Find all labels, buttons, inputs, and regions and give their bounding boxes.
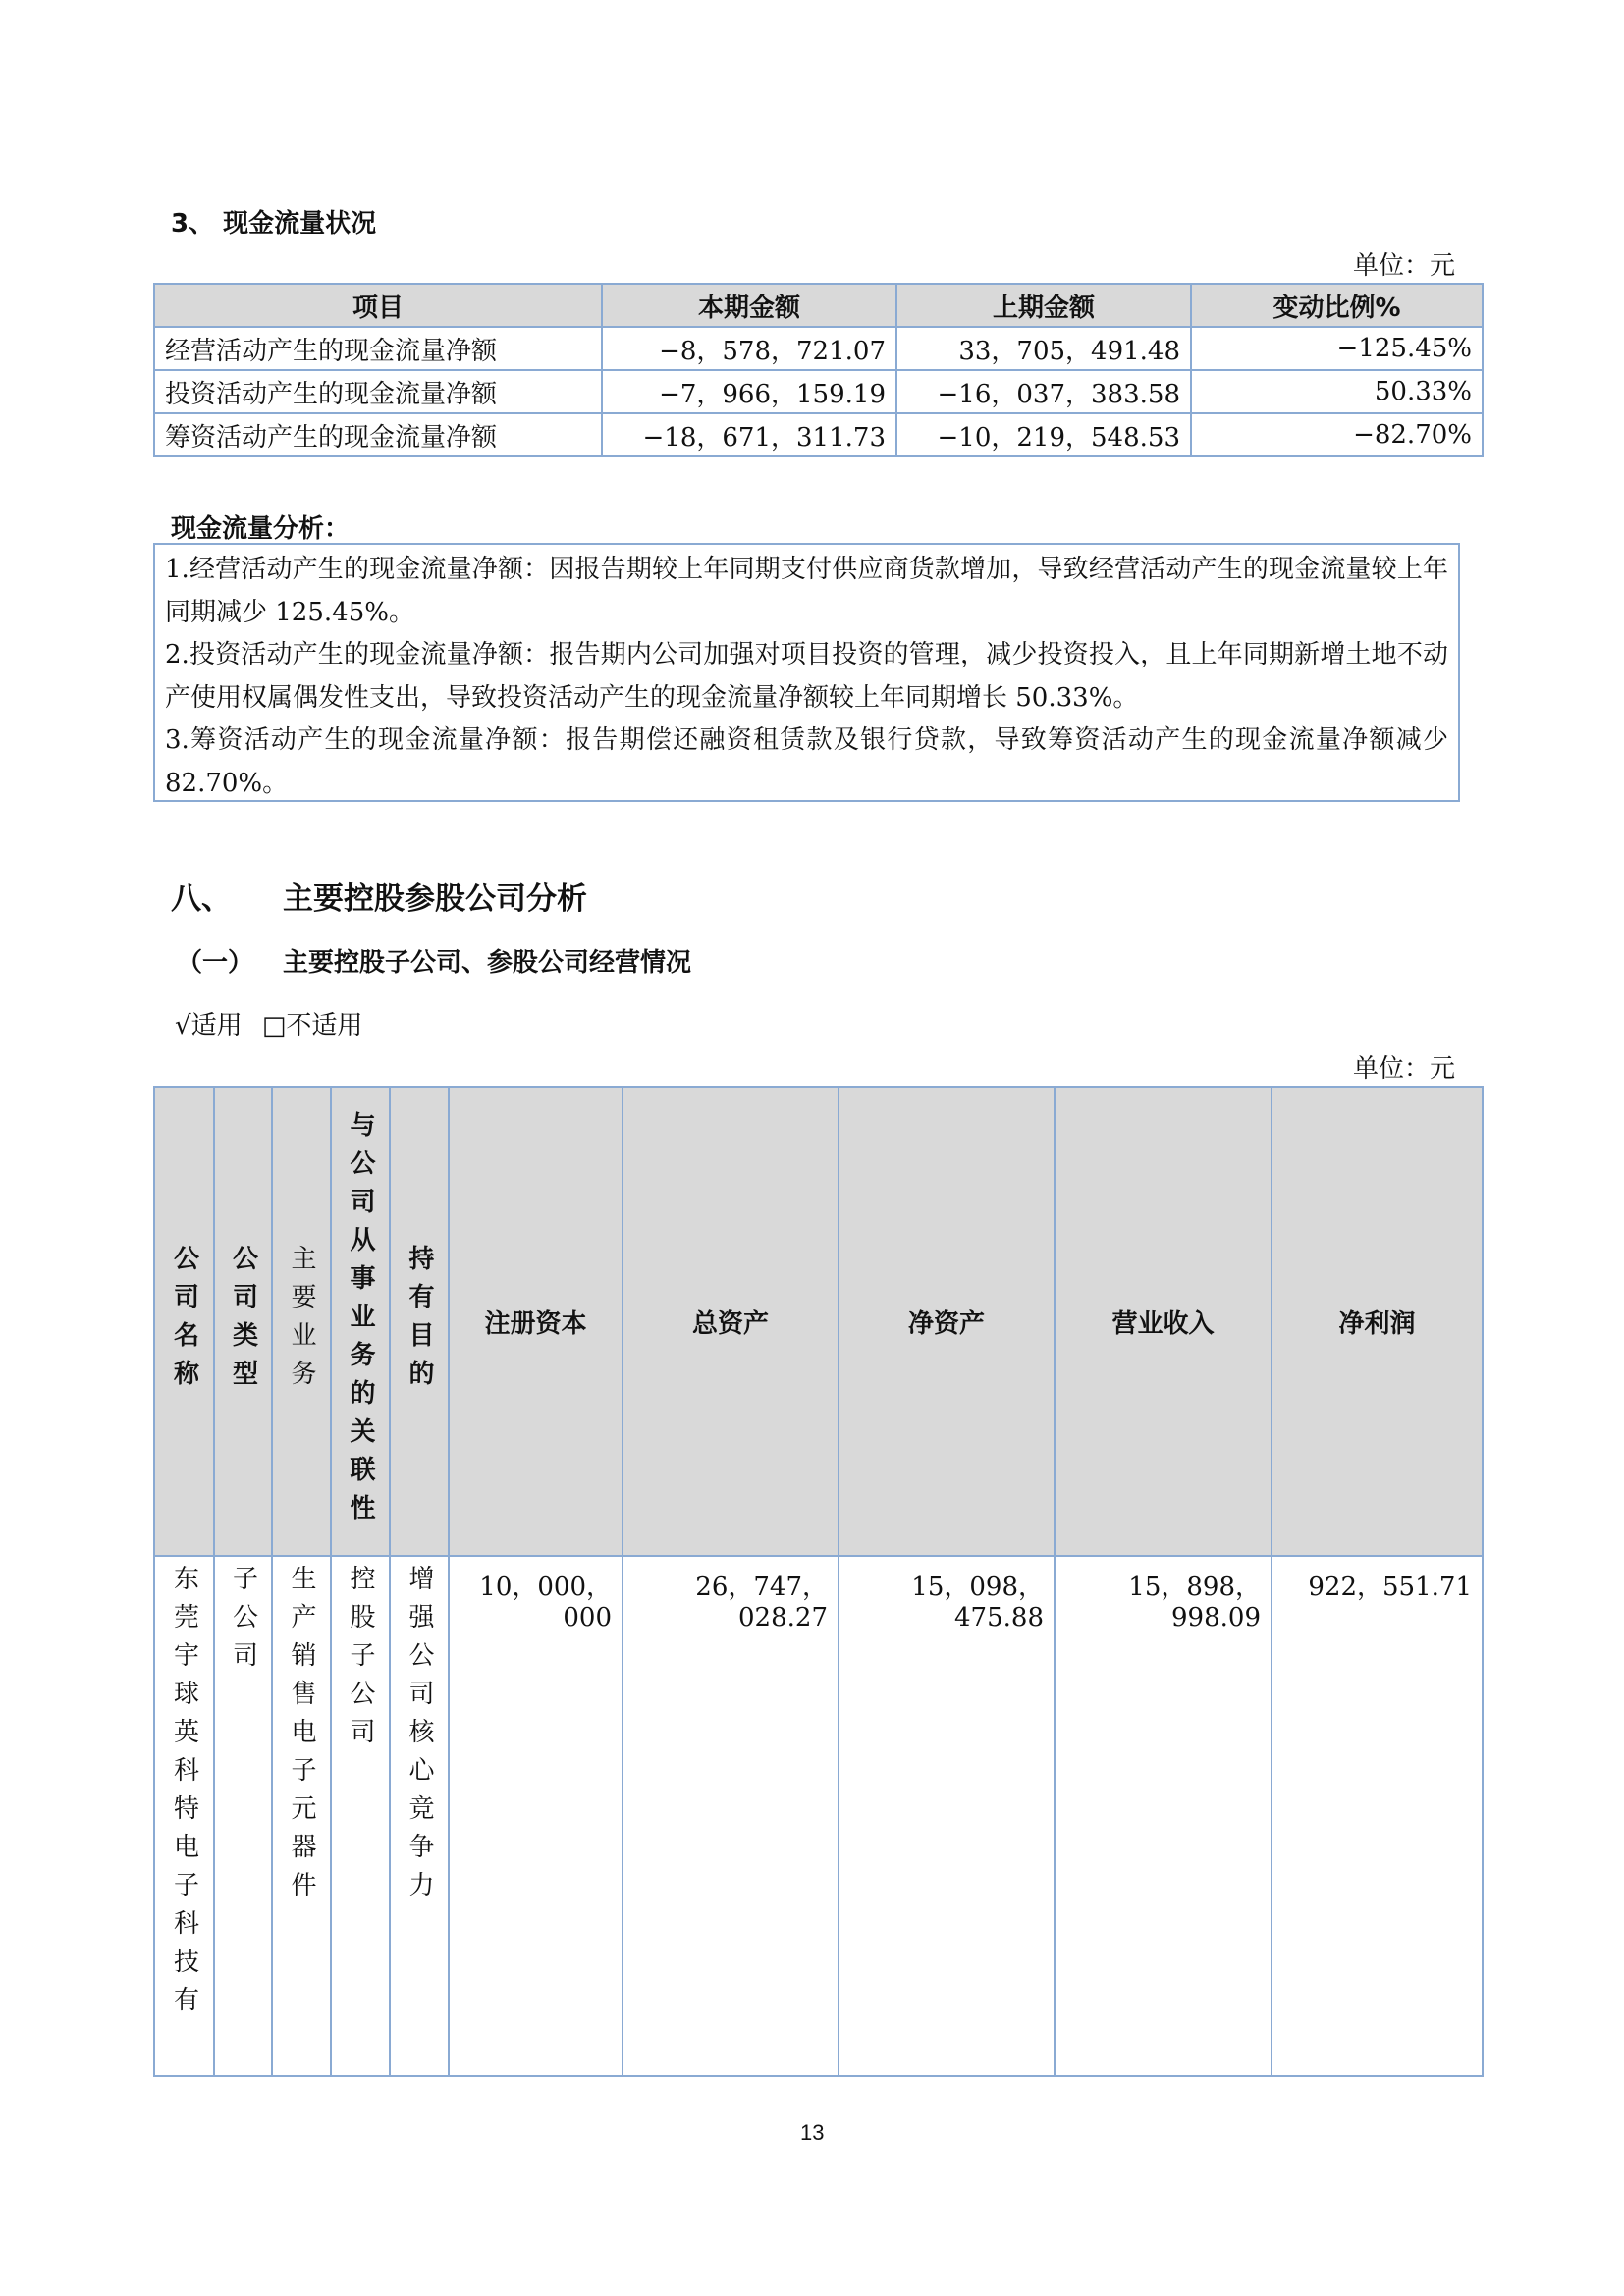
header-company-name: 公司名称 (154, 1087, 214, 1556)
applicable-option (175, 1005, 362, 1041)
header-net-profit: 净利润 (1272, 1087, 1483, 1556)
current-amount: −8，578，721.07 (602, 327, 896, 370)
header-registered-capital: 注册资本 (449, 1087, 623, 1556)
header-previous: 上期金额 (896, 284, 1191, 327)
analysis-paragraph: 2.投资活动产生的现金流量净额：报告期内公司加强对项目投资的管理，减少投资投入，且上年同期新增土地不动产使用权属偶发性支出，导致投资活动产生的现金流量净额较上年同期增长 50.33%。 (165, 640, 1448, 713)
current-amount: −18，671，311.73 (602, 413, 896, 456)
company-name: 东莞宇球英科特电子科技有 (154, 1556, 214, 2076)
header-relation: 与公司从事业务的关联性 (331, 1087, 390, 1556)
table-row (154, 413, 1483, 456)
header-revenue: 营业收入 (1055, 1087, 1272, 1556)
row-label: 筹资活动产生的现金流量净额 (154, 413, 602, 456)
header-net-assets: 净资产 (839, 1087, 1055, 1556)
cash-header-row (154, 284, 1483, 327)
total-assets: 26，747，028.27 (623, 1556, 839, 2076)
not-applicable-unchecked: □不适用 (261, 1011, 363, 1041)
page-number: 13 (800, 2120, 825, 2145)
change-ratio: 50.33% (1191, 370, 1483, 413)
subsection-title: 主要控股子公司、参股公司经营情况 (283, 948, 692, 978)
previous-amount: −16，037，383.58 (896, 370, 1191, 413)
cash-flow-table (153, 283, 1484, 457)
table-row (154, 327, 1483, 370)
change-ratio: −125.45% (1191, 327, 1483, 370)
analysis-paragraph: 3.筹资活动产生的现金流量净额：报告期偿还融资租赁款及银行贷款，导致筹资活动产生的现金流量净额减少 82.70%。 (165, 725, 1448, 798)
purpose: 增强公司核心竞争力 (390, 1556, 449, 2076)
section-8-number: 八、 (171, 881, 232, 917)
subsidiary-table (153, 1086, 1484, 2077)
relation: 控股子公司 (331, 1556, 390, 2076)
subsidiary-header-row (154, 1087, 1483, 1556)
registered-capital: 10，000，000 (449, 1556, 623, 2076)
subsidiary-unit-label: 单位：元 (1353, 1054, 1456, 1084)
previous-amount: 33，705，491.48 (896, 327, 1191, 370)
subsection-number: （一） (177, 948, 254, 978)
header-item: 项目 (154, 284, 602, 327)
net-assets: 15，098，475.88 (839, 1556, 1055, 2076)
header-company-type: 公司类型 (214, 1087, 272, 1556)
current-amount: −7，966，159.19 (602, 370, 896, 413)
header-change: 变动比例% (1191, 284, 1483, 327)
cash-unit-label: 单位：元 (1353, 251, 1456, 281)
row-label: 投资活动产生的现金流量净额 (154, 370, 602, 413)
analysis-title: 现金流量分析： (171, 514, 351, 544)
table-row (154, 1556, 1483, 2076)
applicable-checked: √适用 (175, 1011, 243, 1041)
analysis-box (153, 543, 1460, 802)
change-ratio: −82.70% (1191, 413, 1483, 456)
analysis-paragraph: 1.经营活动产生的现金流量净额：因报告期较上年同期支付供应商货款增加，导致经营活动产生的现金流量较上年同期减少 125.45%。 (165, 555, 1448, 627)
header-total-assets: 总资产 (623, 1087, 839, 1556)
section-3-title: 3、 现金流量状况 (171, 209, 377, 239)
table-row (154, 370, 1483, 413)
row-label: 经营活动产生的现金流量净额 (154, 327, 602, 370)
header-main-business: 主要业务 (272, 1087, 331, 1556)
header-current: 本期金额 (602, 284, 896, 327)
section-8-title: 主要控股参股公司分析 (283, 881, 587, 917)
revenue: 15，898，998.09 (1055, 1556, 1272, 2076)
previous-amount: −10，219，548.53 (896, 413, 1191, 456)
net-profit: 922，551.71 (1272, 1556, 1483, 2076)
main-business: 生产销售电子元器件 (272, 1556, 331, 2076)
header-purpose: 持有目的 (390, 1087, 449, 1556)
company-type: 子公司 (214, 1556, 272, 2076)
